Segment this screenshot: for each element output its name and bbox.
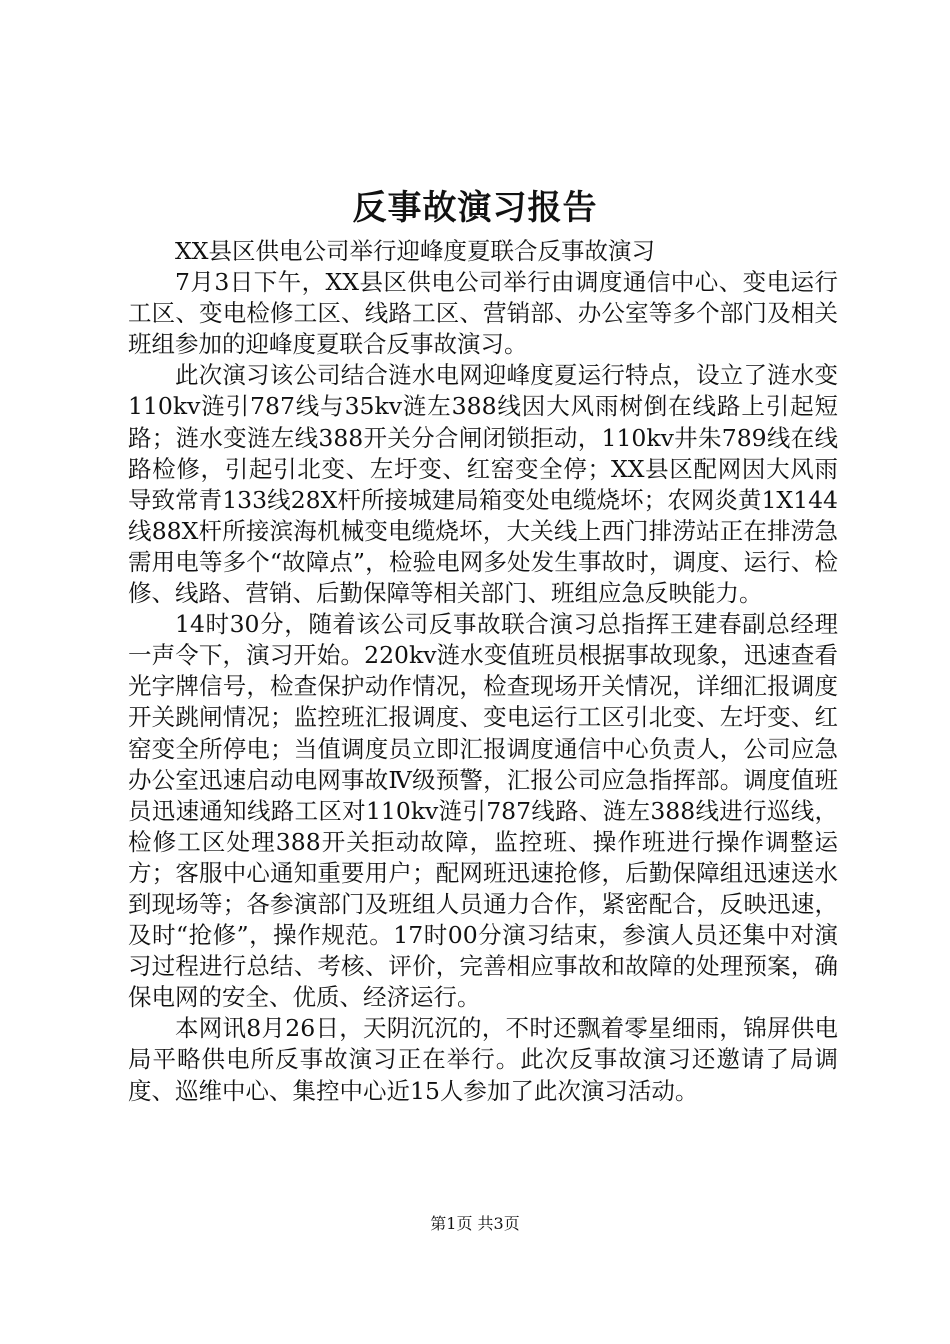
document-body bbox=[128, 236, 838, 1107]
subtitle-paragraph: XX县区供电公司举行迎峰度夏联合反事故演习 bbox=[175, 237, 655, 265]
page-number-footer: 第1页 共3页 bbox=[430, 1214, 520, 1233]
body-paragraph: 14时30分，随着该公司反事故联合演习总指挥王建春副总经理一声令下，演习开始。220kv涟水变值班员根据事故现象，迅速查看光字牌信号，检查保护动作情况，检查现场开关情况，详细汇报调度开关跳闸情况；监控班汇报调度、变电运行工区引北变、左圩变、红窑变全所停电；当值调度员立即汇报调度通信中心负责人，公司应急办公室迅速启动电网事故Ⅳ级预警，汇报公司应急指挥部。调度值班员迅速通知线路工区对110kv涟引787线路、涟左388线进行巡线，检修工区处理388开关拒动故障，监控班、操作班进行操作调整运方；客服中心通知重要用户；配网班迅速抢修，后勤保障组迅速送水到现场等；各参演部门及班组人员通力合作，紧密配合，反映迅速，及时“抢修”，操作规范。17时00分演习结束，参演人员还集中对演习过程进行总结、考核、评价，完善相应事故和故障的处理预案，确保电网的安全、优质、经济运行。 bbox=[128, 610, 838, 1012]
document-title: 反事故演习报告 bbox=[352, 188, 598, 228]
body-paragraph: 此次演习该公司结合涟水电网迎峰度夏运行特点，设立了涟水变110kv涟引787线与35kv涟左388线因大风雨树倒在线路上引起短路；涟水变涟左线388开关分合闸闭锁拒动，110kv井朱789线在线路检修，引起引北变、左圩变、红窑变全停；XX县区配网因大风雨导致常青133线28X杆所接城建局箱变处电缆烧坏；农网炎黄1X144线88X杆所接滨海机械变电缆烧坏，大关线上西门排涝站正在排涝急需用电等多个“故障点”，检验电网多处发生事故时，调度、运行、检修、线路、营销、后勤保障等相关部门、班组应急反映能力。 bbox=[128, 361, 838, 608]
body-paragraph: 7月3日下午，XX县区供电公司举行由调度通信中心、变电运行工区、变电检修工区、线路工区、营销部、办公室等多个部门及相关班组参加的迎峰度夏联合反事故演习。 bbox=[128, 268, 838, 359]
body-paragraph: 本网讯8月26日，天阴沉沉的，不时还飘着零星细雨，锦屏供电局平略供电所反事故演习正在举行。此次反事故演习还邀请了局调度、巡维中心、集控中心近15人参加了此次演习活动。 bbox=[128, 1014, 838, 1105]
